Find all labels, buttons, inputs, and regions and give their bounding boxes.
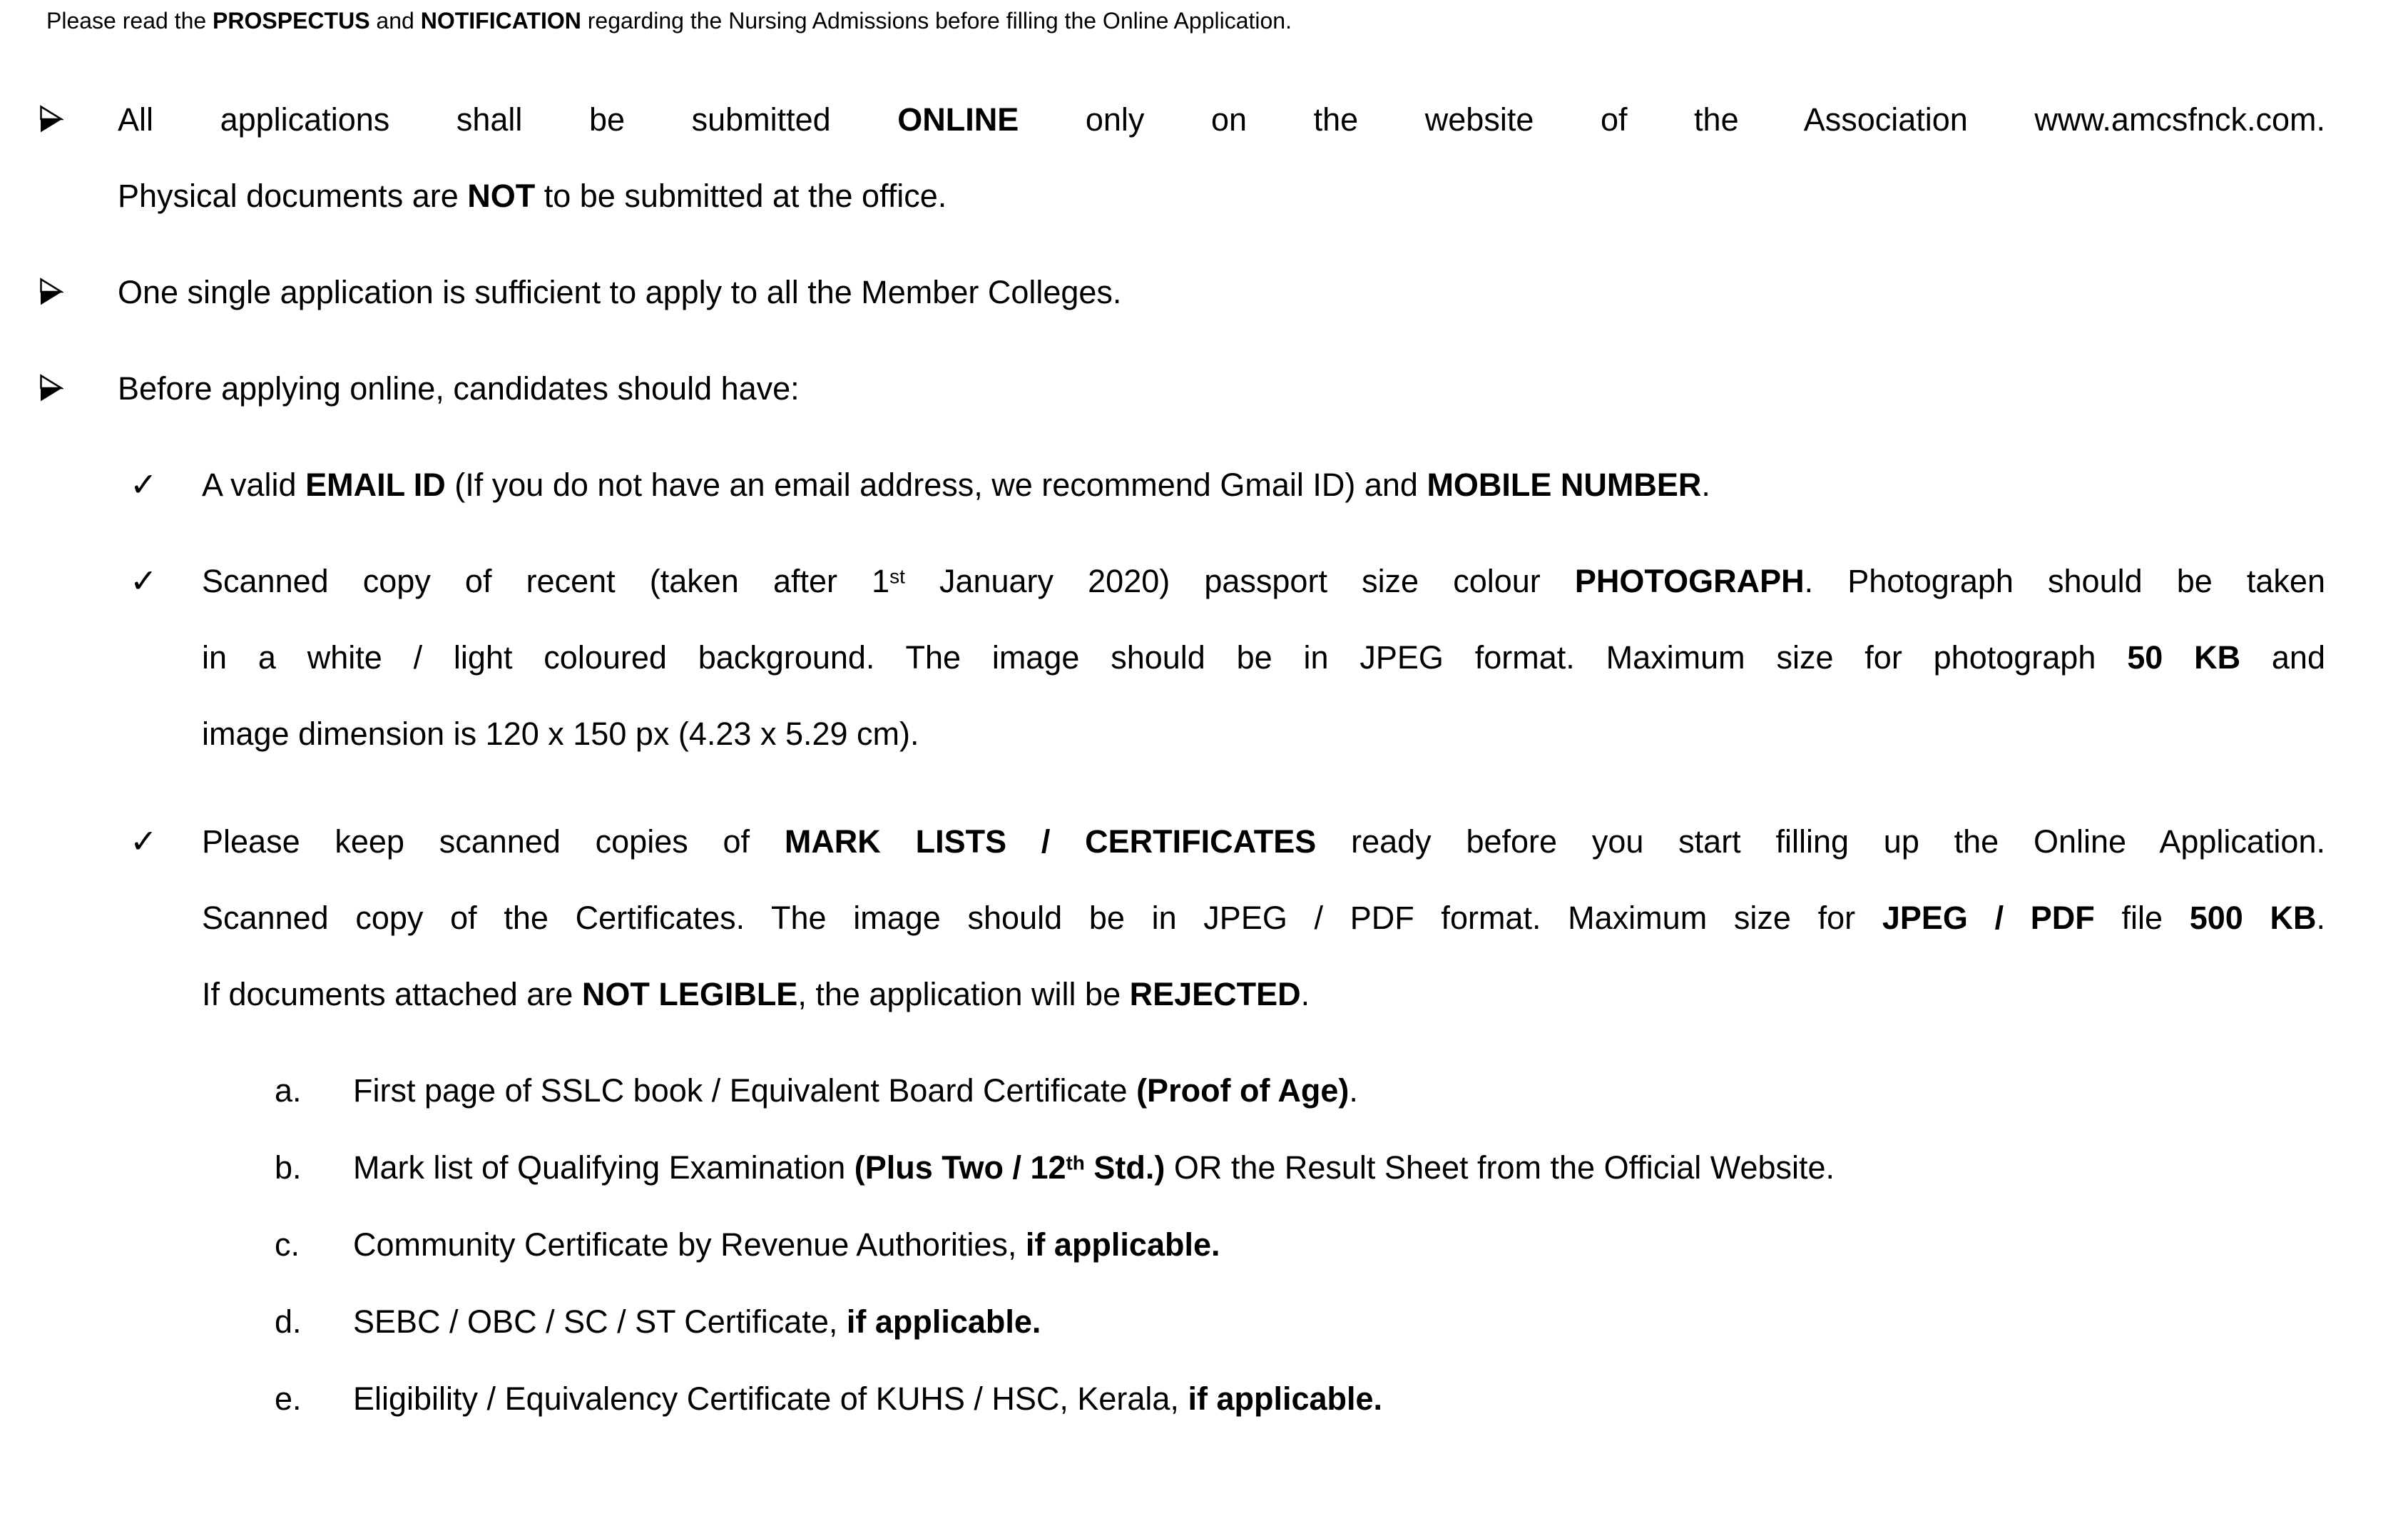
item-letter: d. bbox=[275, 1303, 302, 1340]
check-item-marklists bbox=[0, 803, 2325, 1032]
item-text: Mark list of Qualifying Examination (Plus Two / 12th Std.) OR the Result Sheet from the Official Website. bbox=[353, 1149, 1835, 1186]
text-line: A valid EMAIL ID (If you do not have an email address, we recommend Gmail ID) and MOBILE NUMBER. bbox=[202, 467, 1710, 503]
check-item-email bbox=[0, 447, 2325, 523]
item-text: Eligibility / Equivalency Certificate of KUHS / HSC, Kerala, if applicable. bbox=[353, 1380, 1383, 1417]
text-line: If documents attached are NOT LEGIBLE, the application will be REJECTED. bbox=[202, 976, 1310, 1012]
text-line: Please keep scanned copies of MARK LISTS / CERTIFICATES ready before you start filling up the Online Application. bbox=[202, 823, 2325, 860]
check-text bbox=[202, 803, 2325, 1032]
text-line: Physical documents are NOT to be submitted at the office. bbox=[118, 178, 947, 214]
arrow-bullet-icon bbox=[39, 350, 118, 427]
bullet-text bbox=[118, 81, 2325, 234]
item-text: First page of SSLC book / Equivalent Board Certificate (Proof of Age). bbox=[353, 1072, 1358, 1109]
bullet-text bbox=[118, 254, 2325, 330]
check-item-photograph bbox=[0, 543, 2325, 772]
item-letter: b. bbox=[275, 1149, 302, 1186]
checkmark-icon: ✓ bbox=[130, 466, 158, 503]
text-line: Before applying online, candidates should have: bbox=[118, 370, 800, 407]
item-letter: a. bbox=[275, 1072, 302, 1109]
text-line: in a white / light coloured background. The image should be in JPEG format. Maximum size for photograph 50 KB and bbox=[202, 639, 2325, 676]
text-line: One single application is sufficient to apply to all the Member Colleges. bbox=[118, 274, 1122, 310]
text-line: All applications shall be submitted ONLINE only on the website of the Association www.amcsfnck.com. bbox=[118, 101, 2325, 138]
checkmark-icon: ✓ bbox=[130, 562, 158, 599]
item-text: SEBC / OBC / SC / ST Certificate, if applicable. bbox=[353, 1303, 1041, 1340]
text-line: Scanned copy of recent (taken after 1st January 2020) passport size colour PHOTOGRAPH. Photograph should be taken bbox=[202, 563, 2325, 599]
item-text: Community Certificate by Revenue Authorities, if applicable. bbox=[353, 1226, 1220, 1263]
arrow-bullet-icon bbox=[39, 254, 118, 330]
text-line: image dimension is 120 x 150 px (4.23 x 5.29 cm). bbox=[202, 716, 919, 752]
bullet-text bbox=[118, 350, 2325, 427]
lettered-item-b bbox=[0, 1129, 2325, 1206]
bullet-list bbox=[0, 81, 2325, 1438]
lettered-item-d bbox=[0, 1283, 2325, 1360]
lettered-list bbox=[0, 1052, 2325, 1438]
check-text bbox=[202, 447, 2325, 523]
notice-line: Please read the PROSPECTUS and NOTIFICATION regarding the Nursing Admissions before filling the Online Application. bbox=[46, 8, 1292, 34]
checkmark-icon: ✓ bbox=[130, 823, 158, 860]
arrow-bullet-icon bbox=[39, 81, 118, 234]
check-text bbox=[202, 543, 2325, 772]
check-list bbox=[0, 447, 2325, 1438]
text-line: Scanned copy of the Certificates. The image should be in JPEG / PDF format. Maximum size for JPEG / PDF file 500 KB. bbox=[202, 900, 2325, 936]
lettered-item-e bbox=[0, 1360, 2325, 1438]
item-letter: c. bbox=[275, 1226, 300, 1263]
bullet-item-online-submission bbox=[0, 81, 2325, 234]
bullet-item-before-applying bbox=[0, 350, 2325, 427]
bullet-item-single-application bbox=[0, 254, 2325, 330]
item-letter: e. bbox=[275, 1380, 302, 1417]
lettered-item-a bbox=[0, 1052, 2325, 1129]
lettered-item-c bbox=[0, 1206, 2325, 1283]
